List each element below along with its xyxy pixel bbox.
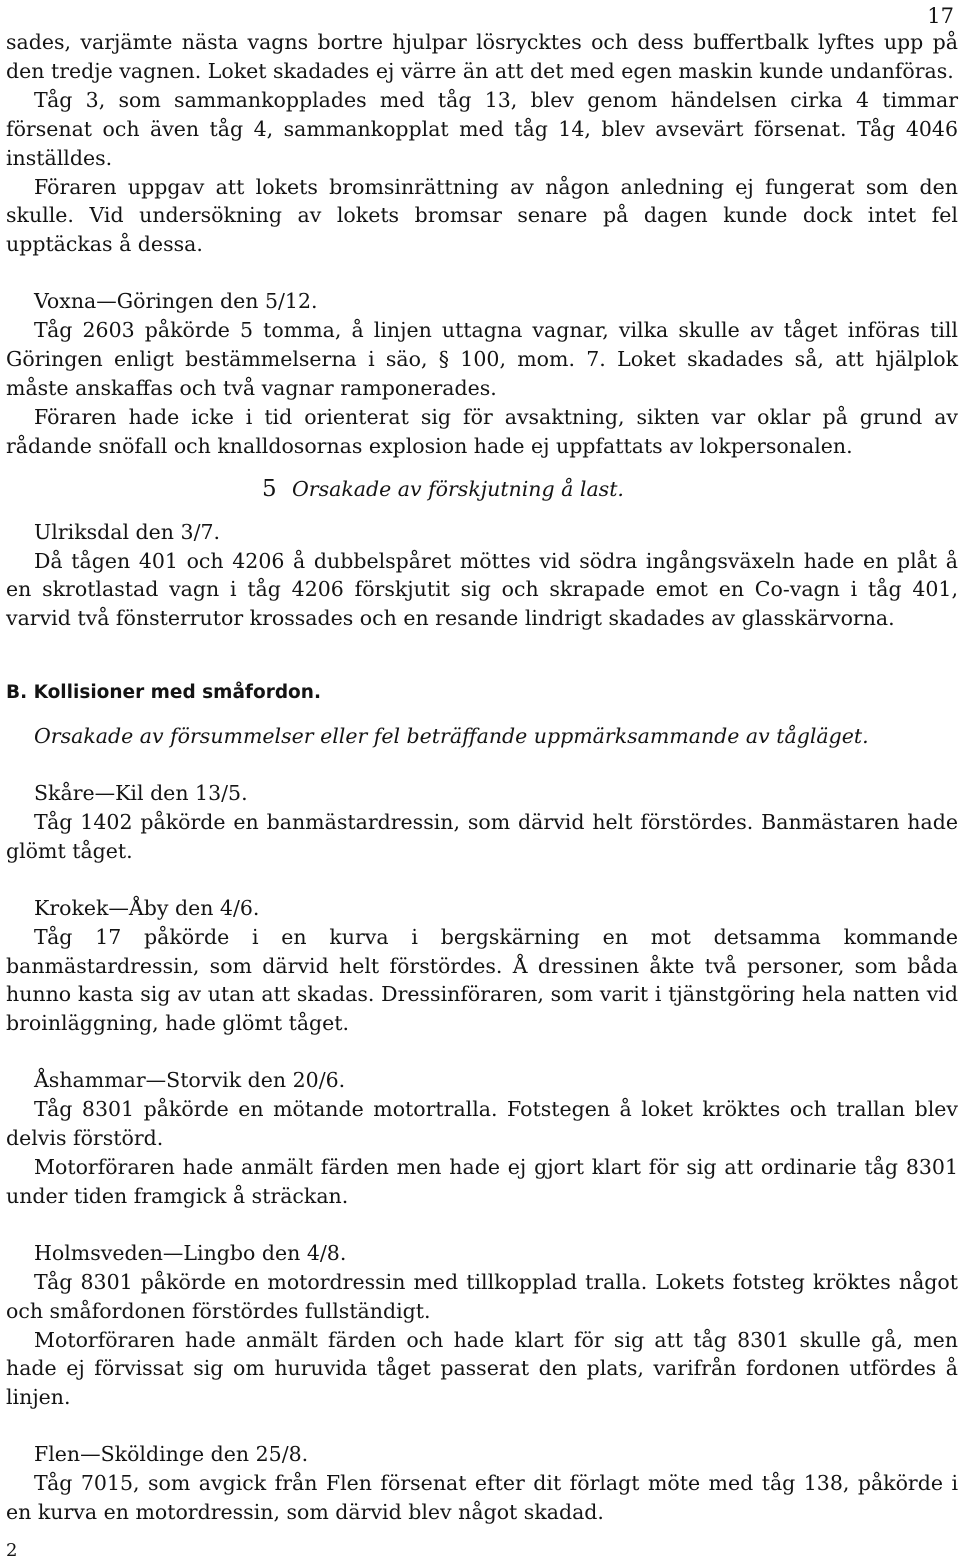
paragraph: Motorföraren hade anmält färden men hade ej gjort klart för sig att ordinarie tåg 8301 under tiden framgick å sträckan. <box>6 1155 958 1208</box>
handwritten-mark: 5 <box>262 475 277 502</box>
paragraph: Tåg 8301 påkörde en mötande motortralla. Fotstegen å loket kröktes och trallan blev delvis förstörd. <box>6 1097 958 1151</box>
incident-heading: Voxna—Göringen den 5/12. <box>34 289 318 314</box>
paragraph: Tåg 2603 påkörde 5 tomma, å linjen uttagna vagnar, vilka skulle av tåget införas till Göringen enligt bestämmelserna i säo, § 100, mom. 7. Loket skadades så, att hjälplok måste anskaffas och två vagnar ramponerades. <box>6 318 958 400</box>
incident-heading: Skåre—Kil den 13/5. <box>34 781 248 806</box>
signature-mark: 2 <box>6 1540 18 1561</box>
incident-heading: Ulriksdal den 3/7. <box>34 519 221 544</box>
paragraph: Tåg 8301 påkörde en motordressin med tillkopplad tralla. Lokets fotsteg kröktes något och småfordonen förstördes fullständigt. <box>6 1269 958 1323</box>
paragraph: Tåg 1402 påkörde en banmästardressin, som därvid helt förstördes. Banmästaren hade glömt tåget. <box>6 809 958 863</box>
incident-heading: Holmsveden—Lingbo den 4/8. <box>34 1240 347 1265</box>
paragraph: Föraren uppgav att lokets bromsinrättning av någon anledning ej fungerat som den skulle. Vid undersökning av lokets bromsar senare på dagen kunde dock intet fel upptäckas å dessa. <box>6 174 958 257</box>
page-number: 17 <box>927 4 954 28</box>
incident-heading: Åshammar—Storvik den 20/6. <box>34 1068 346 1093</box>
paragraph: Motorföraren hade anmält färden och hade klart för sig att tåg 8301 skulle gå, men hade ej förvissat sig om huruvida tåget passerat den plats, varifrån fordonen utfördes å linjen. <box>6 1327 958 1410</box>
cause-text: Orsakade av förskjutning å last. <box>292 476 624 501</box>
paragraph: Tåg 17 påkörde i en kurva i bergskärning en mot detsamma kommande banmästardressin, som därvid helt förstördes. Å dressinen åkte två personer, som båda hunno kasta sig av utan att skadas. Dressinföraren, som varit i tjänstgöring hela natten vid broinläggning, hade glömt tåget. <box>6 924 958 1036</box>
section-subtitle: Orsakade av försummelser eller fel beträffande uppmärksammande av tågläget. <box>34 724 869 749</box>
page-body <box>6 28 958 1527</box>
incident-heading: Krokek—Åby den 4/6. <box>34 895 260 920</box>
paragraph: sades, varjämte nästa vagns bortre hjulpar lösrycktes och dess buffertbalk lyftes upp på den tredje vagnen. Loket skadades ej värre än att det med egen maskin kunde undanföras. <box>6 30 958 83</box>
paragraph: Tåg 3, som sammankopplades med tåg 13, blev genom händelsen cirka 4 timmar försenat och även tåg 4, sammankopplat med tåg 14, blev avsevärt försenat. Tåg 4046 inställdes. <box>6 87 958 170</box>
paragraph: Då tågen 401 och 4206 å dubbelspåret möttes vid södra ingångsväxeln hade en plåt å en skrotlastad vagn i tåg 4206 förskjutit sig och skrapade emot en Co-vagn i tåg 401, varvid två fönsterrutor krossades och en resande lindrigt skadades av glasskärvorna. <box>6 548 958 631</box>
incident-heading: Flen—Sköldinge den 25/8. <box>34 1442 309 1467</box>
section-title: B. Kollisioner med småfordon. <box>6 682 321 704</box>
cause-heading <box>6 475 958 504</box>
paragraph: Föraren hade icke i tid orienterat sig för avsaktning, sikten var oklar på grund av rådande snöfall och knalldosornas explosion hade ej uppfattats av lokpersonalen. <box>6 404 958 458</box>
paragraph: Tåg 7015, som avgick från Flen försenat efter dit förlagt möte med tåg 138, påkörde i en kurva en motordressin, som därvid blev något skadad. <box>6 1471 958 1525</box>
